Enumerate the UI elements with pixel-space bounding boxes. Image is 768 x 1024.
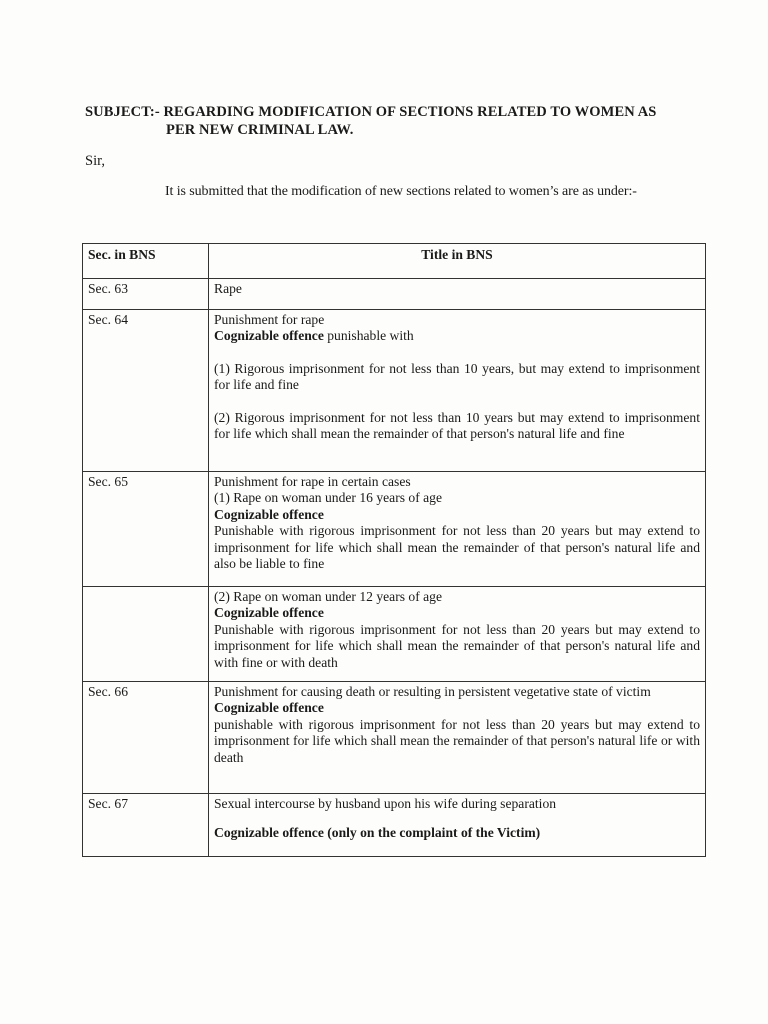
intro-paragraph: It is submitted that the modification of new sections related to women’s are as under:- [165, 184, 637, 199]
table-row [83, 310, 706, 472]
punishment-clause-1: (1) Rigorous imprisonment for not less than 10 years, but may extend to imprisonment for life and fine [214, 360, 700, 393]
sections-table [82, 243, 706, 857]
punishment-description: Punishable with rigorous imprisonment for not less than 20 years but may extend to imprisonment for life which shall mean the remainder of that person's natural life and also be liable to fine [214, 523, 700, 572]
section-title: Rape [214, 281, 242, 296]
sec-cell [83, 587, 209, 682]
header-title: Title in BNS [209, 244, 706, 279]
offence-type: Cognizable offence [214, 700, 324, 716]
table-row [83, 794, 706, 857]
offence-type: Cognizable offence [214, 506, 324, 522]
header-sec: Sec. in BNS [83, 244, 209, 279]
subject-line-2: PER NEW CRIMINAL LAW. [166, 122, 354, 138]
sub-clause: (2) Rape on woman under 12 years of age [214, 589, 442, 604]
table-header-row [83, 244, 706, 279]
sec-cell: Sec. 64 [83, 310, 209, 472]
section-title: Punishment for causing death or resulting in persistent vegetative state of victim [214, 684, 651, 699]
salutation: Sir, [85, 153, 105, 169]
table-row [83, 587, 706, 682]
table-row [83, 472, 706, 587]
title-cell [209, 279, 706, 310]
punishment-description: Punishable with rigorous imprisonment for not less than 20 years but may extend to imprisonment for life which shall mean the remainder of that person's natural life and with fine or with death [214, 621, 700, 670]
sec-cell: Sec. 65 [83, 472, 209, 587]
sec-cell: Sec. 66 [83, 682, 209, 794]
title-cell [209, 794, 706, 857]
sec-cell: Sec. 67 [83, 794, 209, 857]
section-title: Punishment for rape [214, 312, 325, 327]
title-cell [209, 587, 706, 682]
subject-heading [85, 103, 715, 139]
table-row [83, 279, 706, 310]
sec-cell: Sec. 63 [83, 279, 209, 310]
offence-type: Cognizable offence (only on the complaint of the Victim) [214, 825, 541, 841]
offence-suffix: punishable with [323, 328, 414, 344]
punishment-description: punishable with rigorous imprisonment for not less than 20 years but may extend to imprisonment for life which shall mean the remainder of that person's natural life or with death [214, 716, 700, 765]
title-cell [209, 472, 706, 587]
section-title: Punishment for rape in certain cases [214, 474, 411, 489]
sub-clause: (1) Rape on woman under 16 years of age [214, 490, 442, 506]
title-cell [209, 682, 706, 794]
table-row [83, 682, 706, 794]
offence-type: Cognizable offence [214, 605, 324, 621]
punishment-clause-2: (2) Rigorous imprisonment for not less than 10 years but may extend to imprisonment for life which shall mean the remainder of that person's natural life and fine [214, 409, 700, 442]
subject-line-1: SUBJECT:- REGARDING MODIFICATION OF SECTIONS RELATED TO WOMEN AS [85, 104, 657, 120]
title-cell [209, 310, 706, 472]
section-title: Sexual intercourse by husband upon his wife during separation [214, 796, 557, 811]
offence-type: Cognizable offence [214, 328, 324, 344]
offence-line [214, 328, 700, 344]
